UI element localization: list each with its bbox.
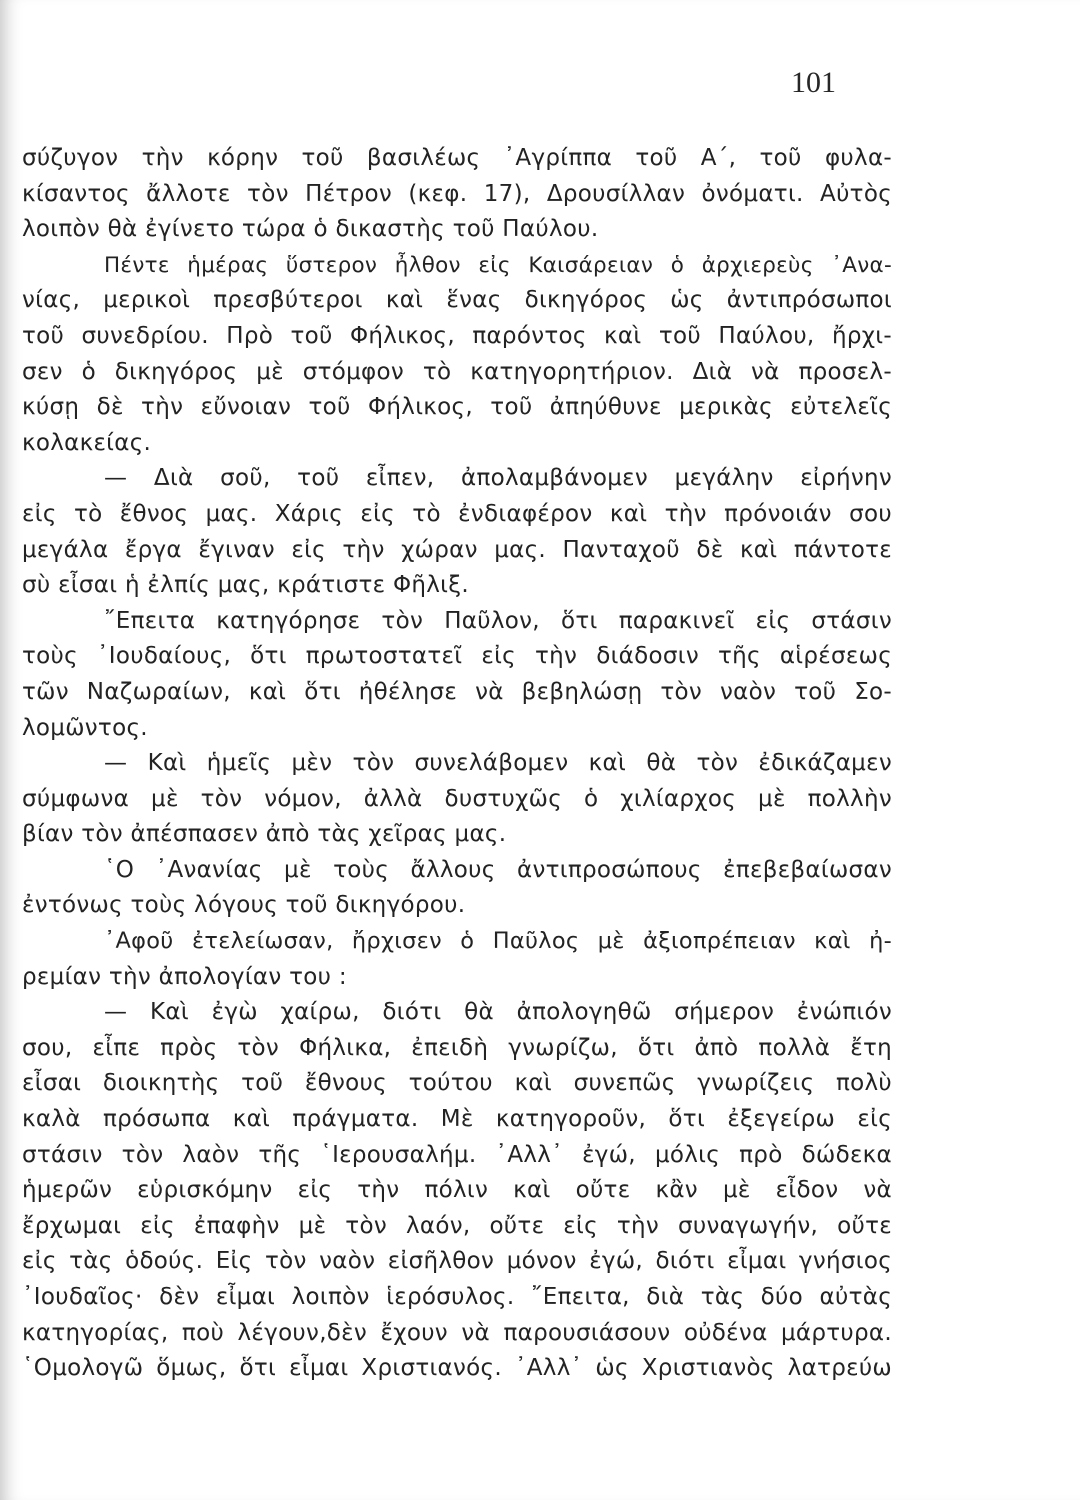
text-line: μεγάλα ἔργα ἔγιναν εἰς τὴν χώραν μας. Πανταχοῦ δὲ καὶ πάντοτε — [22, 536, 892, 563]
text-line: τοὺς ᾿Ιουδαίους, ὅτι πρωτοστατεῖ εἰς τὴν διάδοσιν τῆς αἱρέσεως — [22, 643, 892, 670]
page-number: 101 — [791, 66, 836, 99]
text-line: σου, εἶπε πρὸς τὸν Φήλικα, ἐπειδὴ γνωρίζω, ὅτι ἀπὸ πολλὰ ἔτη — [22, 1034, 892, 1061]
text-line: νίας, μερικοὶ πρεσβύτεροι καὶ ἕνας δικηγόρος ὡς ἀντιπρόσωποι — [22, 287, 892, 314]
text-line: τῶν Ναζωραίων, καὶ ὅτι ἠθέλησε νὰ βεβηλώσῃ τὸν ναὸν τοῦ Σο- — [22, 678, 892, 705]
text-line: λομῶντος. — [22, 714, 148, 741]
body-text — [22, 141, 892, 1387]
text-line: εἰς τὸ ἔθνος μας. Χάρις εἰς τὸ ἐνδιαφέρον καὶ τὴν πρόνοιάν σου — [22, 500, 892, 527]
text-line: βίαν τὸν ἀπέσπασεν ἀπὸ τὰς χεῖρας μας. — [22, 821, 507, 848]
text-line: ἐντόνως τοὺς λόγους τοῦ δικηγόρου. — [22, 892, 466, 919]
text-line: ῎Επειτα κατηγόρησε τὸν Παῦλον, ὅτι παρακινεῖ εἰς στάσιν — [104, 607, 892, 634]
text-line: — Καὶ ἡμεῖς μὲν τὸν συνελάβομεν καὶ θὰ τὸν ἐδικάζαμεν — [104, 750, 892, 777]
text-line: ρεμίαν τὴν ἀπολογίαν του : — [22, 963, 347, 990]
text-line: καλὰ πρόσωπα καὶ πράγματα. Μὲ κατηγοροῦν, ὅτι ἐξεγείρω εἰς — [22, 1106, 892, 1133]
text-line: λοιπὸν θὰ ἐγίνετο τώρα ὁ δικαστὴς τοῦ Παύλου. — [22, 216, 599, 243]
text-line: κολακείας. — [22, 429, 152, 456]
text-line: ᾿Αφοῦ ἐτελείωσαν, ἤρχισεν ὁ Παῦλος μὲ ἀξιοπρέπειαν καὶ ἠ- — [104, 928, 892, 955]
text-line: σύζυγον τὴν κόρην τοῦ βασιλέως ᾿Αγρίππα τοῦ Α΄, τοῦ φυλα- — [22, 145, 892, 171]
text-line: κύσῃ δὲ τὴν εὔνοιαν τοῦ Φήλικος, τοῦ ἀπηύθυνε μερικὰς εὐτελεῖς — [22, 394, 892, 421]
text-line: στάσιν τὸν λαὸν τῆς ῾Ιερουσαλήμ. ᾿Αλλ᾿ ἐγώ, μόλις πρὸ δώδεκα — [22, 1141, 892, 1168]
text-line: τοῦ συνεδρίου. Πρὸ τοῦ Φήλικος, παρόντος καὶ τοῦ Παύλου, ἤρχι- — [22, 322, 892, 349]
text-line: ῾Ομολογῶ ὅμως, ὅτι εἶμαι Χριστιανός. ᾿Αλλ᾿ ὡς Χριστιανὸς λατρεύω — [22, 1355, 892, 1382]
text-line: εἶσαι διοικητὴς τοῦ ἔθνους τούτου καὶ συνεπῶς γνωρίζεις πολὺ — [22, 1070, 892, 1097]
text-line: εἰς τὰς ὁδούς. Εἰς τὸν ναὸν εἰσῆλθον μόνον ἐγώ, διότι εἶμαι γνήσιος — [22, 1248, 892, 1275]
text-line: — Καὶ ἐγὼ χαίρω, διότι θὰ ἀπολογηθῶ σήμερον ἐνώπιόν — [104, 999, 892, 1026]
text-line: κίσαντος ἄλλοτε τὸν Πέτρον (κεφ. 17), Δρουσίλλαν ὀνόματι. Αὐτὸς — [22, 180, 892, 207]
text-line: ᾿Ιουδαῖος· δὲν εἶμαι λοιπὸν ἱερόσυλος. ῎Επειτα, διὰ τὰς δύο αὐτὰς — [22, 1284, 892, 1310]
text-line: Πέντε ἡμέρας ὕστερον ἦλθον εἰς Καισάρειαν ὁ ἀρχιερεὺς ᾿Ανα- — [104, 252, 892, 278]
text-line: ῾Ο ᾿Ανανίας μὲ τοὺς ἄλλους ἀντιπροσώπους ἐπεβεβαίωσαν — [104, 856, 892, 883]
text-line: σεν ὁ δικηγόρος μὲ στόμφον τὸ κατηγορητήριον. Διὰ νὰ προσελ- — [22, 358, 892, 385]
text-line: ἔρχωμαι εἰς ἐπαφὴν μὲ τὸν λαόν, οὔτε εἰς τὴν συναγωγήν, οὔτε — [22, 1212, 892, 1239]
text-line: σὺ εἶσαι ἡ ἐλπίς μας, κράτιστε Φῆλιξ. — [22, 572, 469, 599]
text-line: ἡμερῶν εὑρισκόμην εἰς τὴν πόλιν καὶ οὔτε κἂν μὲ εἶδον νὰ — [22, 1177, 892, 1204]
text-line: κατηγορίας, ποὺ λέγουν,δὲν ἔχουν νὰ παρουσιάσουν οὐδένα μάρτυρα. — [22, 1319, 892, 1346]
text-line: σύμφωνα μὲ τὸν νόμον, ἀλλὰ δυστυχῶς ὁ χιλίαρχος μὲ πολλὴν — [22, 785, 892, 812]
text-line: — Διὰ σοῦ, τοῦ εἶπεν, ἀπολαμβάνομεν μεγάλην εἰρήνην — [104, 465, 892, 492]
